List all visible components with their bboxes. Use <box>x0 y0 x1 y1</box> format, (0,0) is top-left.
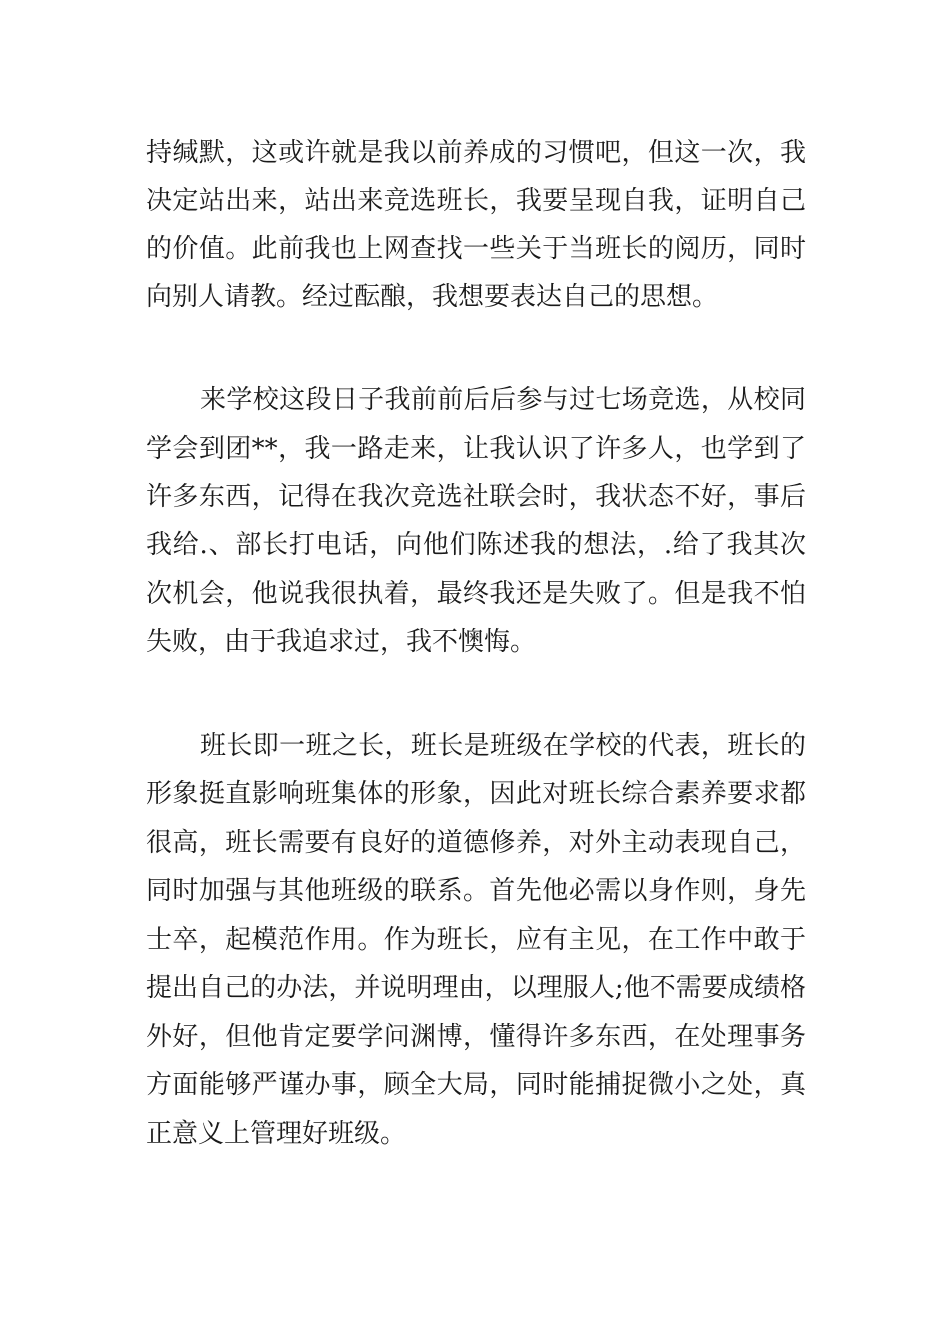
text-line: 形象挺直影响班集体的形象，因此对班长综合素养要求都 <box>146 779 806 809</box>
text-line: 提出自己的办法，并说明理由，以理服人;他不需要成绩格 <box>146 973 806 1003</box>
text-line: 班长即一班之长，班长是班级在学校的代表，班长的 <box>200 731 806 761</box>
text-line: 学会到团**，我一路走来，让我认识了许多人，也学到了 <box>146 434 806 464</box>
text-line: 的价值。此前我也上网查找一些关于当班长的阅历，同时 <box>146 234 806 264</box>
text-line: 次机会，他说我很执着，最终我还是失败了。但是我不怕 <box>146 579 806 609</box>
text-line: 许多东西，记得在我次竞选社联会时，我状态不好，事后 <box>146 482 806 512</box>
text-line: 持缄默，这或许就是我以前养成的习惯吧，但这一次，我 <box>146 138 806 168</box>
text-line: 同时加强与其他班级的联系。首先他必需以身作则，身先 <box>146 876 806 906</box>
text-line: 我给.、部长打电话，向他们陈述我的想法，.给了我其次 <box>146 530 806 560</box>
text-line: 正意义上管理好班级。 <box>146 1119 407 1149</box>
text-line: 向别人请教。经过酝酿，我想要表达自己的思想。 <box>146 282 719 312</box>
text-line: 来学校这段日子我前前后后参与过七场竞选，从校同 <box>200 385 806 415</box>
text-line: 决定站出来，站出来竞选班长，我要呈现自我，证明自己 <box>146 186 806 216</box>
text-line: 失败，由于我追求过，我不懊悔。 <box>146 627 537 657</box>
text-line: 很高，班长需要有良好的道德修养，对外主动表现自己， <box>146 828 806 858</box>
text-line: 方面能够严谨办事，顾全大局，同时能捕捉微小之处，真 <box>146 1070 806 1100</box>
text-line: 士卒，起模范作用。作为班长，应有主见，在工作中敢于 <box>146 925 806 955</box>
text-line: 外好，但他肯定要学问渊博，懂得许多东西，在处理事务 <box>146 1022 806 1052</box>
